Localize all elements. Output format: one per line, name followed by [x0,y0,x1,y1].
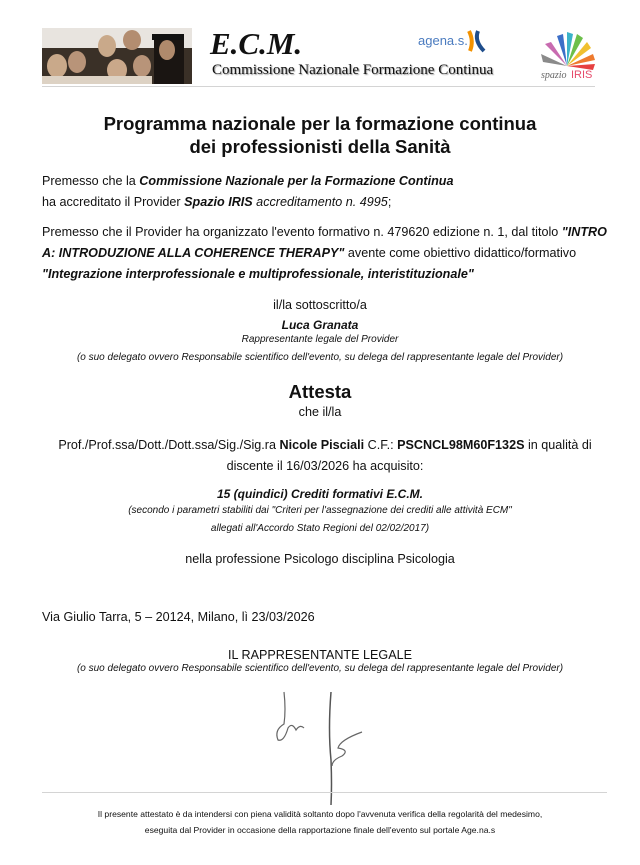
ecm-subtitle: Commissione Nazionale Formazione Continua [212,62,494,78]
signature-heading: IL RAPPRESENTANTE LEGALE [227,648,413,662]
footer-divider [42,792,607,793]
agenas-mark-icon [466,29,488,53]
attesta-heading: Attesta [288,381,352,402]
event-paragraph: Premesso che il Provider ha organizzato l'evento formativo n. 479620 edizione n. 1, dal titolo "INTRO A: INTRODUZIONE ALLA COHERENCE THERAPY" avente come obiettivo didattico/formativo "Integrazione interprofessionale e multiprofessionale, interistituzionale" [42,225,607,281]
signatory-name: Luca Granata [281,318,359,332]
profession: nella professione Psicologo disciplina Psicologia [185,552,455,566]
footer-line1: Il presente attestato è da intendersi con piena validità soltanto dopo l'avvenuta verifica della regolarità del medesimo, [97,809,543,819]
ecm-title: E.C.M. [210,26,303,61]
intro-paragraph: Premesso che la Commissione Nazionale per la Formazione Continua ha accreditato il Provider Spazio IRIS accreditamento n. 4995; [42,174,454,209]
participant-paragraph: Prof./Prof.ssa/Dott./Dott.ssa/Sig./Sig.ra Nicole Pisciali C.F.: PSCNCL98M60F132S in qualità di discente il 16/03/2026 ha acquisito: [58,438,592,473]
signatory-note: (o suo delegato ovvero Responsabile scientifico dell'evento, su delega del rappresentante legale del Provider) [76,352,564,363]
signature-note: (o suo delegato ovvero Responsabile scientifico dell'evento, su delega del rappresentante legale del Provider) [76,663,564,674]
signatory-intro: il/la sottoscritto/a [273,298,367,312]
credits-note1: (secondo i parametri stabiliti dai "Criteri per l'assegnazione dei crediti alle attività ECM" [128,505,512,516]
credits-main: 15 (quindici) Crediti formativi E.C.M. [216,487,424,501]
svg-text:spazio: spazio [541,70,567,81]
title-line1: Programma nazionale per la formazione continua [103,113,537,134]
spazio-iris-logo [533,28,601,82]
signatory-role: Rappresentante legale del Provider [241,334,399,345]
footer-line2: eseguita dal Provider in occasione della rapportazione finale dell'evento sul portale Age.na.s [144,825,496,835]
title-line2: dei professionisti della Sanità [189,136,451,157]
attesta-sub: che il/la [298,405,342,419]
header-divider [42,86,595,87]
anatomy-lesson-image [42,28,192,84]
credits-note2: allegati all'Accordo Stato Regioni del 02/02/2017) [210,523,430,534]
svg-text:IRIS: IRIS [571,69,593,81]
place-date: Via Giulio Tarra, 5 – 20124, Milano, lì 23/03/2026 [42,610,315,624]
